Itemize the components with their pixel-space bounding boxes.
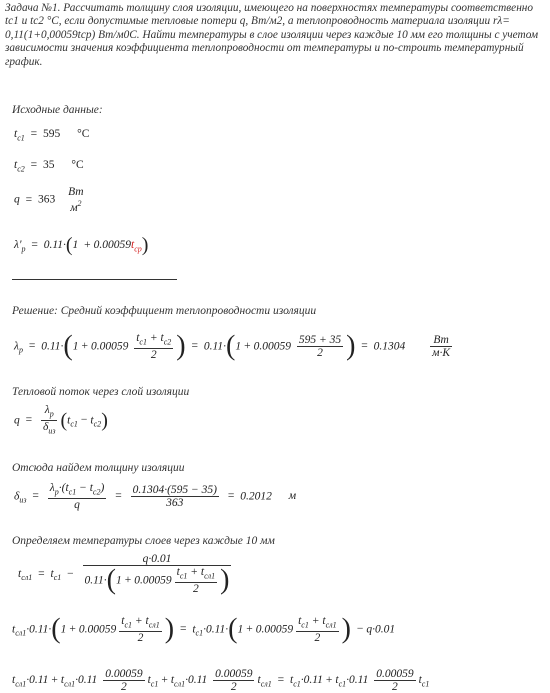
heat-flux-heading: Тепловой поток через слой изоляции [12,386,190,398]
lambda-calculation: $\lambda_p = 0.11\cdot(1 + 0.00059$ $\frac{t_{c1} + t_{c2}}{2}$ ) = 0.11·(1 + 0.00059 $\frac{595 + 35}{2}$ ) = 0.1304 $\frac{Вт}{м\cdot К}$ [14,330,451,362]
layer-temperature-formula: $t_{сл1} = t_{c1}$ − q·0.01 0.11·(1 + 0.00059 $\frac{t_{c1} + t_{сл1}}{2}$ ) [18,553,230,596]
heat-flux-formula: q = $\frac{\lambda_p}{\delta_{из}}$ $(t_{c1} - t_{c2})$ [14,404,108,436]
task-statement: Задача №1. Рассчитать толщину слоя изоляции, имеющего на поверхностях температуры соответственно tс1 и tс2 °С, если допустимые тепловые потери q, Вт/м2, а теплопроводность материала изоляции rλ= 0,11(1+0,00059tср) Вт/м0С. Найти температуры в слое изоляции через каждые 10 мм его толщины с учетом зависимости значения коэффициента теплопроводности от температуры и по-строить температурный график. [5,2,539,68]
temperatures-heading: Определяем температуры слоев через каждые 10 мм [12,535,275,547]
thickness-heading: Отсюда найдем толщину изоляции [12,462,185,474]
expanded-formula: $t_{сл1}\cdot 0.11 + t_{сл1}\cdot 0.11$ $\frac{0.00059}{2}$ $t_{c1} + t_{сл1}\cdot 0.11$ $\frac{0.00059}{2}$ $t_{сл1} = t_{c1}\cdot 0.11 + t_{c1}\cdot 0.11$ $\frac{0.00059}{2}$ $t_{c1}$ [12,668,430,693]
given-tc2: $t_{c2} = 35$ °C [14,159,84,174]
separator-line [12,279,177,280]
given-tc1: $t_{c1} = 595$ °C [14,128,90,143]
thickness-formula: $\delta_{из}$ = $\frac{\lambda_p\cdot(t_{c1} - t_{c2})}{q}$ = $\frac{0.1304\cdot(595 - 35)}{363}$ = 0.2012 м [14,482,297,512]
rearranged-formula: $t_{сл1}\cdot 0.11\cdot(1 + 0.00059$ $\frac{t_{c1} + t_{сл1}}{2}$ ) = $t_{c1}\cdot 0.11\cdot(1 + 0.00059$ $\frac{t_{c1} + t_{сл1}}{2}$ ) − q·0.01 [12,613,396,645]
lambda-formula: $\lambda'_p = 0.11\cdot(1 + 0.00059t_{cp})$ [14,234,149,256]
given-q: q = 363 Вт $м^2$ [14,186,84,214]
initial-data-heading: Исходные данные: [12,104,103,116]
solution-heading: Решение: Средний коэффициент теплопроводности изоляции [12,305,317,317]
